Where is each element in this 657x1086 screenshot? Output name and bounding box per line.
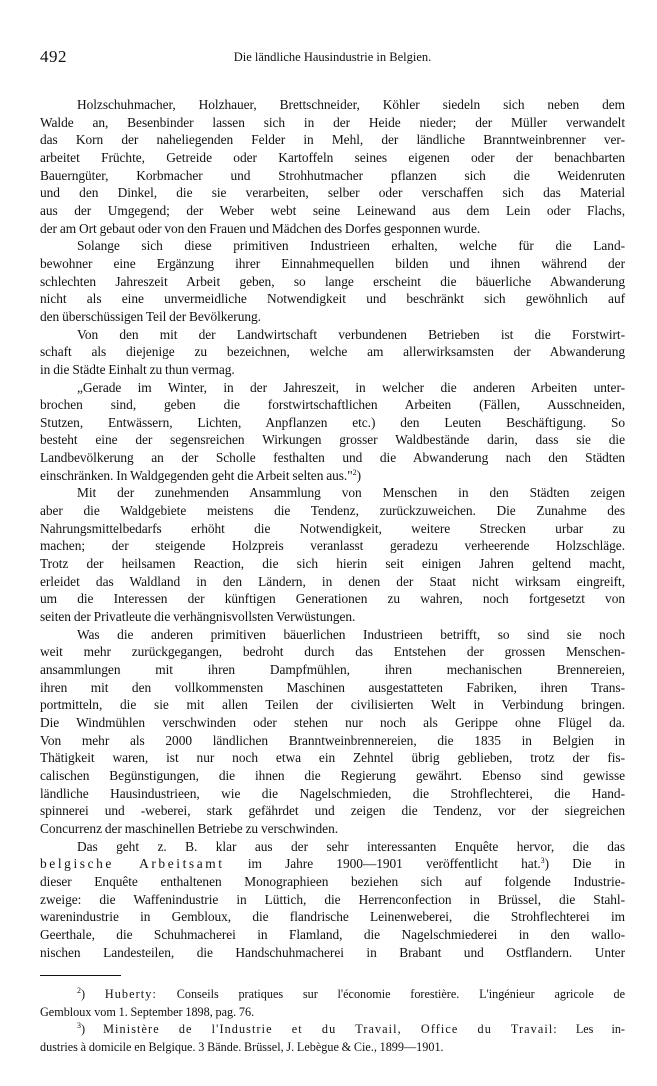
text-line	[40, 855, 625, 873]
text-line: besteht eine der segensreichen Wirkungen grosser Waldbestände darin, dass sie die	[40, 432, 625, 448]
text-line: um die Interessen der künftigen Generationen zu wahren, noch fortgesetzt von	[40, 591, 625, 607]
footnote-3	[40, 1021, 625, 1039]
text-line: erleidet das Waldland in den Ländern, in denen der Staat nicht wirksam eingreift,	[40, 573, 625, 589]
text-line: warenindustrie in Gembloux, die flandrische Leinenweberei, die Strohflechterei im	[40, 909, 625, 925]
text-line: das Korn der naheliegenden Felder in Mehl, der ländliche Branntweinbrenner ver-	[40, 132, 625, 148]
text-line: ländliche Hausindustrieen, wie die Nagelschmieden, die Strohflechterei, die Hand-	[40, 785, 625, 801]
text-line: nicht als eine unvermeidliche Notwendigkeit und beschränkt sich gewöhnlich auf	[40, 291, 625, 307]
text-line: spinnerei und -weberei, stark gefährdet und zeigen die Tendenz, vor der siegreichen	[40, 803, 625, 819]
text-line: Das geht z. B. klar aus der sehr interessanten Enquête hervor, die das	[77, 838, 625, 854]
text-line: schlechten Jahreszeit Arbeit geben, so lange erscheint die bäuerliche Abwanderung	[40, 273, 625, 289]
text-line: Die Windmühlen verschwinden oder stehen nur noch als Gerippe ohne Flügel da.	[40, 714, 625, 730]
spaced-emphasis: belgische Arbeitsamt	[40, 856, 225, 872]
text-line: Von mehr als 2000 ländlichen Branntweinbrennereien, die 1835 in Belgien in	[40, 732, 625, 748]
text-line	[40, 467, 625, 485]
footnote-divider	[40, 975, 121, 976]
text-line: brochen sind, geben die forstwirtschaftlichen Arbeiten (Fällen, Ausschneiden,	[40, 397, 625, 413]
text-line: Geerthale, die Schuhmacherei in Flamland, die Nagelschmiederei in den wallo-	[40, 926, 625, 942]
text-fragment: )	[81, 1022, 86, 1037]
text-line: seiten der Privatleute die verhängnisvollsten Verwüstungen.	[40, 609, 356, 625]
text-line: arbeitet Früchte, Getreide oder Kartoffeln seines eigenen oder der benachbarten	[40, 149, 625, 165]
text-line: schaft als diejenige zu bezeichnen, welche am allerwirksamsten der Abwanderung	[40, 344, 625, 360]
footnote-ref[interactable]: 2	[352, 467, 357, 477]
text-line: Bauerngüter, Korbmacher und Strohhutmacher pflanzen sich die Weidenruten	[40, 167, 625, 183]
text-line: Thätigkeit waren, ist nur noch etwa ein Zehntel übrig geblieben, trotz der fis-	[40, 750, 625, 766]
footnote-text: Conseils pratiques sur l'économie forestière. L'ingénieur agricole de	[176, 987, 626, 1002]
text-line: den überschüssigen Teil der Bevölkerung.	[40, 308, 261, 324]
body-text	[40, 96, 625, 961]
text-line: aber die Waldgebiete meistens die Tendenz, zurückzuweichen. Die Zunahme des	[40, 503, 625, 519]
footnote-marker: 3	[77, 1021, 81, 1031]
text-line: der am Ort gebaut oder von den Frauen und Mädchen des Dorfes gesponnen wurde.	[40, 220, 481, 236]
footnote-2-cont: Gembloux vom 1. September 1898, pag. 76.	[40, 1004, 255, 1019]
text-fragment: )	[356, 467, 362, 483]
page-number: 492	[40, 47, 67, 66]
text-fragment: Die in	[572, 856, 625, 872]
running-title: Die ländliche Hausindustrie in Belgien.	[233, 50, 432, 64]
text-line: „Gerade im Winter, in der Jahreszeit, in welcher die anderen Arbeiten unter-	[77, 379, 625, 395]
text-line: ansammlungen mit ihren Dampfmühlen, ihren mechanischen Brennereien,	[40, 662, 625, 677]
footnote-author: Huberty:	[104, 987, 157, 1002]
text-line: Von den mit der Landwirtschaft verbundenen Betrieben ist die Forstwirt-	[77, 326, 625, 342]
text-line: zweige: die Waffenindustrie in Lüttich, die Herrenconfection in Brüssel, die Stahl-	[40, 891, 625, 907]
footnote-ref[interactable]: 3	[540, 856, 545, 866]
text-fragment: einschränken. In Waldgegenden geht die Arbeit selten aus."	[40, 467, 353, 483]
footnote-2	[40, 986, 625, 1004]
footnote-marker: 2	[77, 986, 81, 996]
text-line: Was die anderen primitiven bäuerlichen Industrieen betrifft, so sind sie noch	[77, 626, 625, 642]
text-line: Stutzen, Entwässern, Lichten, Anpflanzen etc.) den Leuten Beschäftigung. So	[40, 414, 625, 430]
text-line: dieser Enquête enthaltenen Monographieen beziehen sich auf folgende Industrie-	[40, 873, 625, 889]
text-line: portmitteln, die sie mit allen Teilen der civilisierten Welt in Verbindung bringen.	[40, 697, 625, 713]
text-line: und den Dinkel, die sie verarbeiten, selber oder verschaffen sich das Material	[40, 185, 625, 201]
text-fragment: )	[544, 856, 550, 872]
text-line: machen; der steigende Holzpreis veranlasst geradezu verheerende Holzschläge.	[40, 538, 625, 554]
footnotes	[40, 986, 625, 1056]
text-fragment: )	[81, 987, 86, 1002]
footnote-text: Les in-	[575, 1022, 625, 1037]
text-line: Concurrenz der maschinellen Betriebe zu verschwinden.	[40, 820, 339, 836]
text-line: calischen Begünstigungen, die ihnen die Regierung gewährt. Ebenso sind gewisse	[40, 767, 625, 783]
text-line: weit mehr zurückgegangen, bedroht durch das Entstehen der grossen Menschen-	[40, 644, 625, 660]
text-line: aus der Umgegend; der Weber webt seine Leinewand aus dem Lein oder Flachs,	[40, 202, 625, 218]
text-line: Walde an, Besenbinder lassen sich in der Heide nieder; der Müller verwandelt	[40, 114, 625, 130]
text-line: in die Städte Einhalt zu thun vermag.	[40, 361, 235, 377]
text-line: Nahrungsmittelbedarfs erhöht die Notwendigkeit, weitere Strecken urbar zu	[40, 520, 625, 536]
text-line: Mit der zunehmenden Ansammlung von Menschen in den Städten zeigen	[77, 485, 625, 501]
text-line: bewohner eine Ergänzung ihrer Einnahmequellen bilden und ihnen während der	[40, 255, 625, 271]
footnote-3-cont: dustries à domicile en Belgique. 3 Bände. Brüssel, J. Lebègue & Cie., 1899—1901.	[40, 1039, 444, 1054]
text-line: Solange sich diese primitiven Industrieen erhalten, welche für die Land-	[77, 238, 625, 254]
text-line: Trotz der heilsamen Reaction, die sich hierin seit einigen Jahren geltend macht,	[40, 556, 625, 572]
page-header	[40, 47, 625, 69]
text-line: Landbevölkerung an der Scholle festhalten und die Abwanderung nach den Städten	[40, 450, 625, 466]
text-line: nischen Landesteilen, die Handschuhmacherei in Brabant und Ostflandern. Unter	[40, 944, 625, 960]
text-line: ihren mit den vollkommensten Maschinen ausgestatteten Fabriken, ihren Trans-	[40, 679, 625, 695]
text-line: Holzschuhmacher, Holzhauer, Brettschneider, Köhler siedeln sich neben dem	[77, 97, 625, 112]
text-fragment: im Jahre 1900—1901 veröffentlicht hat.	[247, 856, 541, 872]
footnote-author: Ministère de l'Industrie et du Travail, Office du Travail:	[103, 1022, 558, 1037]
